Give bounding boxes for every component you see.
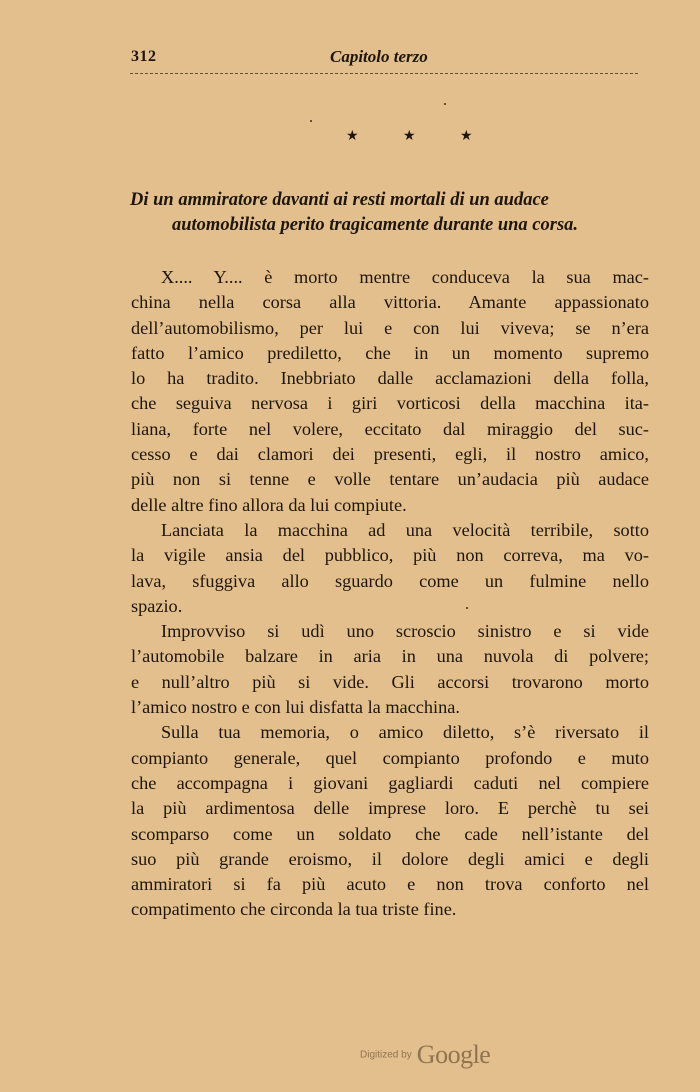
body-line: X.... Y.... è morto mentre conduceva la sua mac- [161,267,649,287]
body-line: fatto l’amico prediletto, che in un momento supremo [131,342,649,363]
body-line: scomparso come un soldato che cade nell’istante del [131,823,649,844]
body-line: l’amico nostro e con lui disfatta la macchina. [131,697,460,718]
body-line: che seguiva nervosa i giri vorticosi della macchina ita- [131,393,649,414]
header-rule [130,73,638,74]
body-line: lava, sfuggiva allo sguardo come un fulmine nello [131,570,649,591]
body-line: dell’automobilismo, per lui e con lui viveva; se n’era [131,317,649,338]
body-line: la vigile ansia del pubblico, più non correva, ma vo- [131,545,649,566]
body-line: delle altre fino allora da lui compiute. [131,494,407,515]
body-line: la più ardimentosa delle imprese loro. E perchè tu sei [131,798,649,819]
body-line: suo più grande eroismo, il dolore degli amici e degli [131,848,649,869]
body-line: liana, forte nel volere, eccitato dal miraggio del suc- [131,418,649,439]
body-line: e null’altro più si vide. Gli accorsi trovarono morto [131,671,649,692]
subtitle-line-2: automobilista perito tragicamente durante una corsa. [172,215,579,235]
watermark-brand: Google [416,1040,491,1069]
body-line: Lanciata la macchina ad una velocità terribile, sotto [161,519,649,540]
body-line: china nella corsa alla vittoria. Amante appassionato [131,292,649,313]
watermark-prefix: Digitized by [360,1049,412,1061]
body-line: Sulla tua memoria, o amico diletto, s’è riversato il [161,722,649,743]
speck [444,103,446,105]
body-line: che accompagna i giovani gagliardi caduti nel compiere [131,772,649,793]
section-stars-ornament: ★ ★ ★ [346,128,493,144]
section-subtitle [130,188,650,238]
body-line: ammiratori si fa più acuto e non trova conforto nel [131,874,649,895]
digitized-by-google-watermark [360,1040,490,1070]
speck [310,120,312,122]
body-line: compianto generale, quel compianto profondo e muto [131,747,649,768]
body-line: lo ha tradito. Inebbriato dalle acclamazioni della folla, [131,368,649,389]
body-line: compatimento che circonda la tua triste fine. [131,899,457,920]
page-number: 312 [131,48,157,65]
body-line: l’automobile balzare in aria in una nuvola di polvere; [131,646,649,667]
speck [466,607,468,609]
running-head: Capitolo terzo [330,47,428,66]
subtitle-line-1: Di un ammiratore davanti ai resti mortali di un audace [130,190,549,210]
body-line: spazio. [131,595,183,616]
body-text [131,265,649,923]
body-line: più non si tenne e volle tentare un’audacia più audace [131,469,649,490]
body-line: cesso e dai clamori dei presenti, egli, il nostro amico, [131,444,649,465]
body-line: Improvviso si udì uno scroscio sinistro e si vide [161,621,649,642]
